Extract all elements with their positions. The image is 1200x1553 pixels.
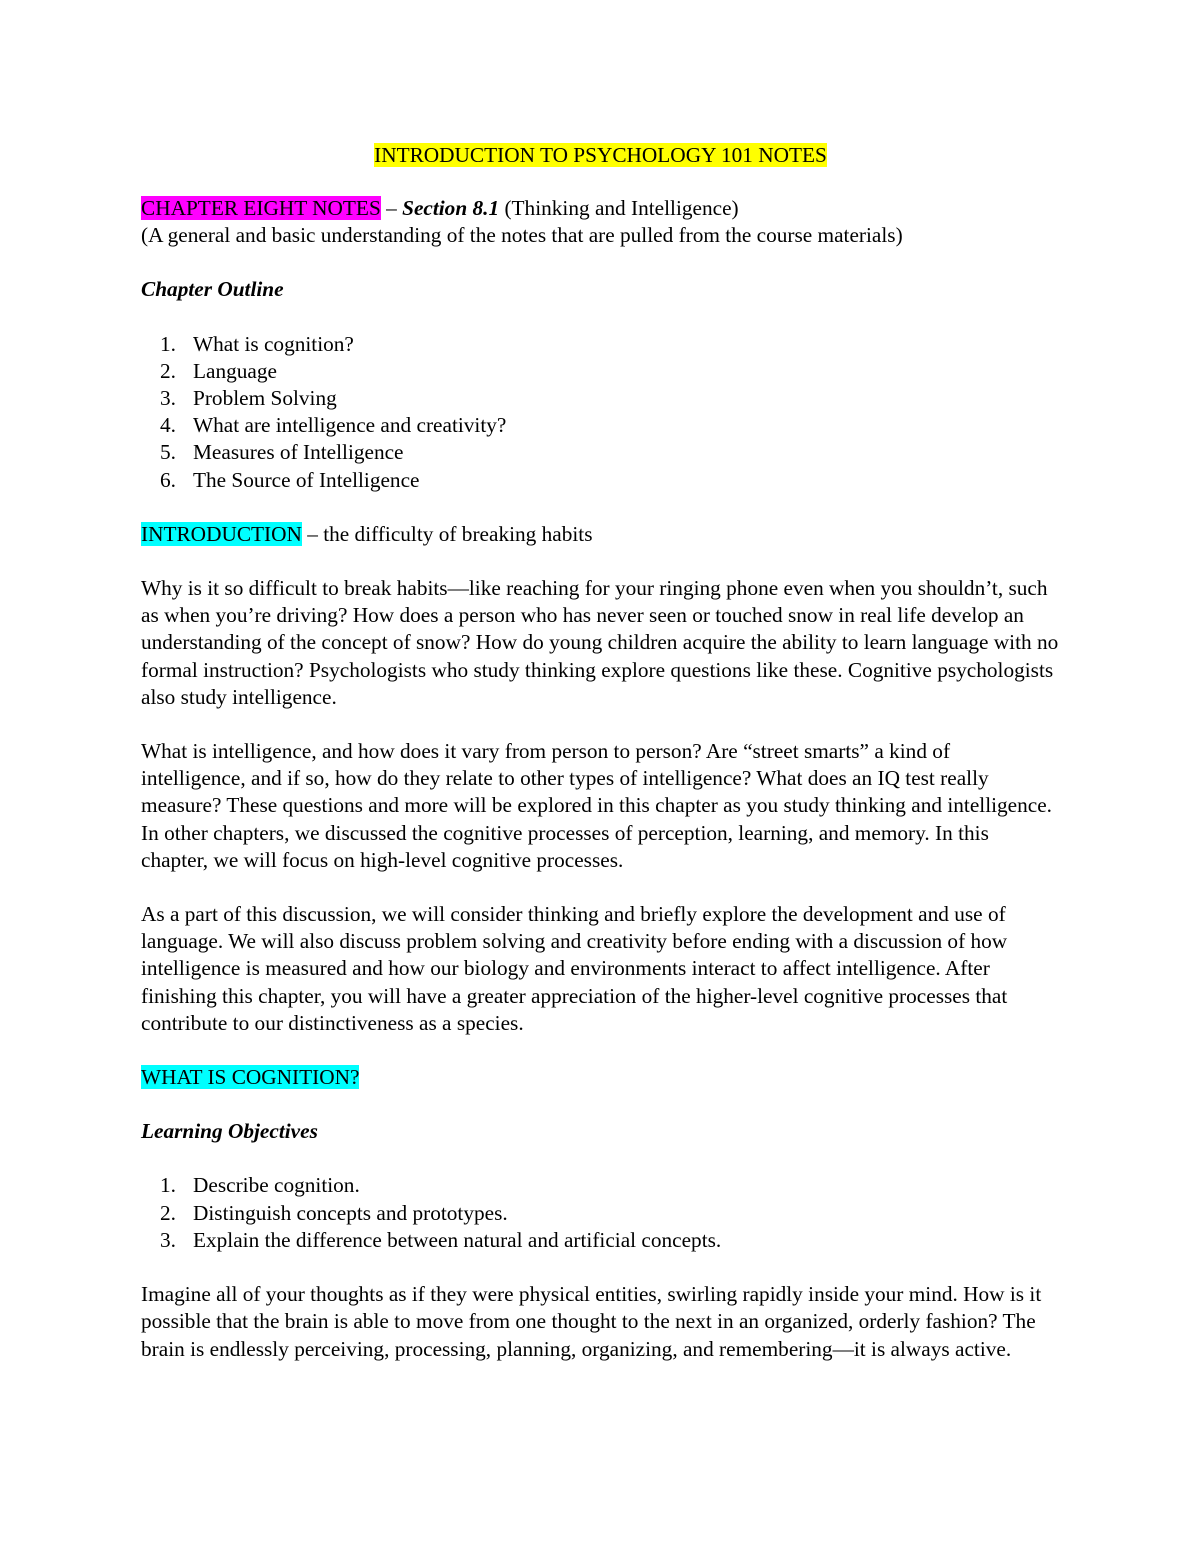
- list-item-text: The Source of Intelligence: [193, 467, 420, 492]
- list-item-number: 4.: [160, 413, 176, 438]
- introduction-heading-line: [141, 521, 1060, 548]
- list-item-number: 6.: [160, 467, 176, 492]
- cognition-heading-line: [141, 1064, 1060, 1091]
- introduction-paragraph: Why is it so difficult to break habits—like reaching for your ringing phone even when you shouldn’t, such as when you’re driving? How does a person who has never seen or touched snow in real life develop an understanding of the concept of snow? How do young children acquire the ability to learn language with no formal instruction? Psychologists who study thinking explore questions like these. Cognitive psychologists also study intelligence.: [141, 576, 1059, 709]
- list-item: [141, 1200, 1060, 1227]
- list-item-text: What is cognition?: [193, 331, 354, 356]
- list-item-text: What are intelligence and creativity?: [193, 413, 507, 438]
- document-title: INTRODUCTION TO PSYCHOLOGY 101 NOTES: [374, 143, 827, 167]
- list-item: [141, 467, 1060, 494]
- introduction-paragraph: As a part of this discussion, we will consider thinking and briefly explore the development and use of language. We will also discuss problem solving and creativity before ending with a discussion of how intelligence is measured and how our biology and environments interact to affect intelligence. After finishing this chapter, you will have a greater appreciation of the higher-level cognitive processes that contribute to our distinctiveness as a species.: [141, 902, 1008, 1035]
- chapter-subtitle: (A general and basic understanding of the notes that are pulled from the course materials): [141, 223, 903, 248]
- introduction-paragraph: What is intelligence, and how does it vary from person to person? Are “street smarts” a kind of intelligence, and if so, how do they relate to other types of intelligence? What does an IQ test really measure? These questions and more will be explored in this chapter as you study thinking and intelligence. In other chapters, we discussed the cognitive processes of perception, learning, and memory. In this chapter, we will focus on high-level cognitive processes.: [141, 739, 1053, 872]
- list-item-number: 2.: [160, 358, 176, 383]
- list-item-number: 5.: [160, 440, 176, 465]
- objectives-list: [141, 1172, 1060, 1254]
- list-item-text: Measures of Intelligence: [193, 440, 404, 465]
- chapter-dash: –: [380, 196, 403, 220]
- list-item: [141, 385, 1060, 412]
- list-item: [141, 439, 1060, 466]
- list-item: [141, 412, 1060, 439]
- list-item-text: Describe cognition.: [193, 1173, 360, 1198]
- list-item: [141, 1227, 1060, 1254]
- list-item-text: Problem Solving: [193, 386, 337, 411]
- list-item-number: 2.: [160, 1200, 176, 1225]
- cognition-label: WHAT IS COGNITION?: [141, 1065, 360, 1090]
- document-title-block: [141, 140, 1060, 170]
- chapter-label: CHAPTER EIGHT NOTES: [141, 196, 381, 220]
- list-item: [141, 1172, 1060, 1199]
- list-item-text: Explain the difference between natural and artificial concepts.: [193, 1227, 722, 1252]
- chapter-section: Section 8.1: [402, 196, 500, 220]
- chapter-heading-line: [141, 195, 1060, 222]
- list-item-text: Language: [193, 358, 277, 383]
- list-item: [141, 331, 1060, 358]
- introduction-label: INTRODUCTION: [141, 521, 302, 546]
- list-item-number: 3.: [160, 386, 176, 411]
- list-item-number: 1.: [160, 1173, 176, 1198]
- outline-heading: Chapter Outline: [141, 277, 284, 302]
- cognition-paragraph: Imagine all of your thoughts as if they were physical entities, swirling rapidly inside your mind. How is it possible that the brain is able to move from one thought to the next in an organized, orderly fashion? The brain is endlessly perceiving, processing, planning, organizing, and remembering—it is always active.: [141, 1282, 1042, 1361]
- list-item-text: Distinguish concepts and prototypes.: [193, 1200, 508, 1225]
- chapter-section-topic: (Thinking and Intelligence): [499, 196, 739, 220]
- objectives-heading: Learning Objectives: [141, 1119, 318, 1144]
- list-item: [141, 358, 1060, 385]
- list-item-number: 1.: [160, 331, 176, 356]
- outline-list: [141, 331, 1060, 494]
- list-item-number: 3.: [160, 1227, 176, 1252]
- introduction-rest: – the difficulty of breaking habits: [301, 521, 593, 546]
